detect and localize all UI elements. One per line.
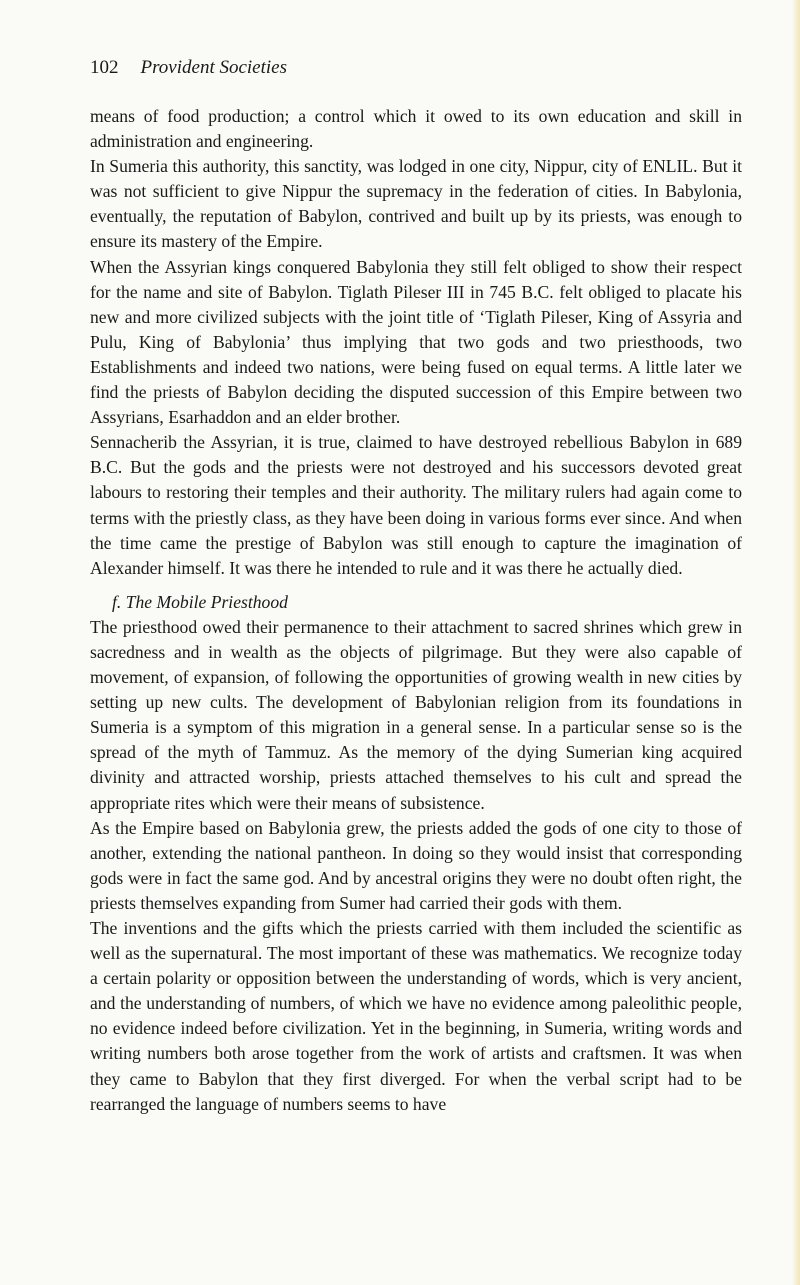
running-header	[90, 54, 742, 82]
page-number: 102	[90, 57, 119, 78]
paragraph-empire-pantheon: As the Empire based on Babylonia grew, the priests added the gods of one city to those of another, extending the national pantheon. In doing so they would insist that corresponding gods were in fact the same god. And by ancestral origins they were no doubt often right, the priests themselves expanding from Sumer had carried their gods with them.	[90, 817, 742, 913]
page-edge-shading	[792, 0, 800, 1285]
paragraph-sennacherib: Sennacherib the Assyrian, it is true, claimed to have destroyed rebellious Babylon in 689 B.C. But the gods and the priests were not destroyed and his successors devoted great labours to restoring their temples and their authority. The military rulers had again come to terms with the priestly class, as they have been doing in various forms ever since. And when the time came the prestige of Babylon was still enough to capture the imagination of Alexander himself. It was there he intended to rule and it was there he actually died.	[90, 432, 742, 578]
paragraph-assyrian-kings: When the Assyrian kings conquered Babylonia they still felt obliged to show their respect for the name and site of Babylon. Tiglath Pileser III in 745 B.C. felt obliged to placate his new and more civilized subjects with the joint title of ‘Tiglath Pileser, King of Assyria and Pulu, King of Babylonia’ thus implying that two gods and two priesthoods, two Establishments and indeed two nations, were being fused on equal terms. A little later we find the priests of Babylon deciding the disputed succession of this Empire between two Assyrians, Esarhaddon and an elder brother.	[90, 256, 742, 428]
body-text	[90, 104, 742, 1117]
paragraph-inventions-mathematics: The inventions and the gifts which the priests carried with them included the scientific as well as the supernatural. The most important of these was mathematics. We recognize today a certain polarity or opposition between the understanding of words, which is very ancient, and the understanding of numbers, of which we have no evidence among paleolithic people, no evidence indeed before civilization. Yet in the beginning, in Sumeria, writing words and writing numbers both arose together from the work of artists and craftsmen. It was when they came to Babylon that they first diverged. For when the verbal script had to be rearranged the language of numbers seems to have	[90, 918, 742, 1114]
paragraph-nippur: In Sumeria this authority, this sanctity, was lodged in one city, Nippur, city of ENLIL. But it was not sufficient to give Nippur the supremacy in the federation of cities. In Babylonia, eventually, the reputation of Babylon, contrived and built up by its priests, was enough to ensure its mastery of the Empire.	[90, 156, 742, 252]
section-heading: f. The Mobile Priesthood	[112, 591, 288, 612]
running-title: Provident Societies	[140, 57, 287, 78]
book-page	[90, 54, 742, 1117]
paragraph-continued: means of food production; a control which it owed to its own education and skill in administration and engineering.	[90, 106, 742, 152]
paragraph-priesthood-permanence: The priesthood owed their permanence to their attachment to sacred shrines which grew in sacredness and in wealth as the objects of pilgrimage. But they were also capable of movement, of expansion, of following the opportunities of growing wealth in new cities by setting up new cults. The development of Babylonian religion from its foundations in Sumeria is a symptom of this migration in a general sense. In a particular sense so is the spread of the myth of Tammuz. As the memory of the dying Sumerian king acquired divinity and attracted worship, priests attached themselves to his cult and spread the appropriate rites which were their means of subsistence.	[90, 616, 742, 813]
